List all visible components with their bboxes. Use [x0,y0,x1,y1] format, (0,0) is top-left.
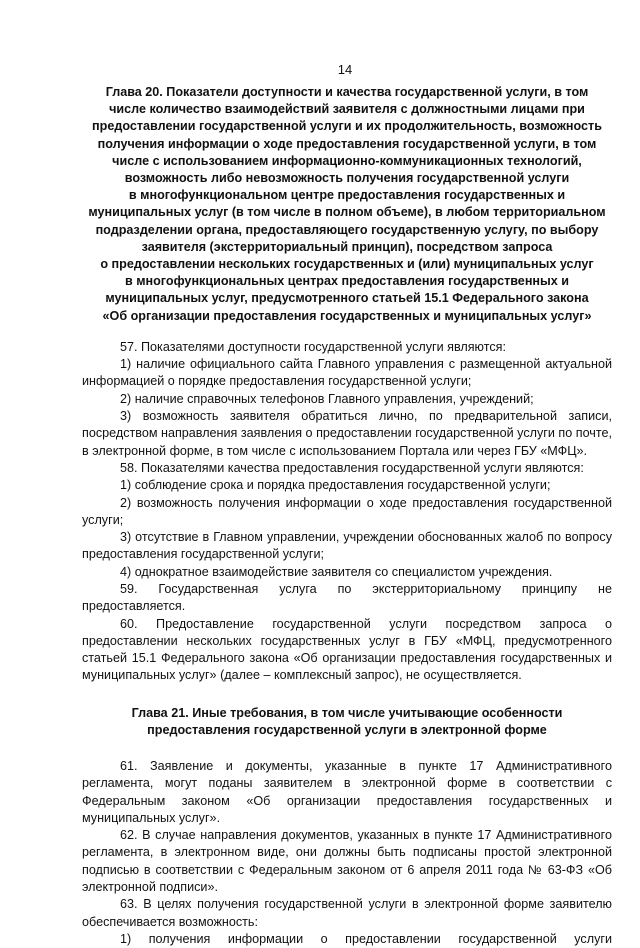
list-item: 1) получения информации о предоставлении государственной услуги [120,931,612,946]
heading-line: муниципальных услуг (в том числе в полном объеме), в любом территориальном [88,205,606,220]
heading-line: муниципальных услуг, предусмотренного статьей 15.1 Федерального закона [105,291,589,306]
heading-line: заявителя (экстерриториальный принцип), посредством запроса [141,239,553,254]
heading-line: числе количество взаимодействий заявителя с должностными лицами при [109,102,585,117]
heading-line: «Об организации предоставления государственных и муниципальных услуг» [102,308,592,323]
heading-line: о предоставлении нескольких государственных и (или) муниципальных услуг [100,257,594,272]
chapter-21-body [82,758,612,948]
paragraph-61: 61. Заявление и документы, указанные в пункте 17 Административного регламента, могут поданы заявителем в электронной форме в соответствии с Федеральным законом «Об организации предоставления государственных и муниципальных услуг». [82,758,612,825]
heading-line: подразделении органа, предоставляющего государственную услугу, по выбору [95,222,599,237]
list-item: 2) возможность получения информации о ходе предоставления государственной услуги; [82,495,612,527]
chapter-20-heading [82,84,612,325]
chapter-21-heading [82,705,612,740]
heading-line: предоставления государственной услуги в электронной форме [147,723,547,738]
page-number: 14 [337,62,353,77]
heading-line: в многофункциональных центрах предоставления государственных и [124,274,570,289]
heading-line: числе с использованием информационно-коммуникационных технологий, [112,153,582,168]
list-item: 4) однократное взаимодействие заявителя со специалистом учреждения. [120,564,553,579]
paragraph-58: 58. Показателями качества предоставления государственной услуги являются: [120,460,584,475]
heading-line: Глава 21. Иные требования, в том числе учитывающие особенности [131,705,563,720]
list-item: 1) соблюдение срока и порядка предоставления государственной услуги; [120,478,551,493]
list-item: 2) наличие справочных телефонов Главного управления, учреждений; [120,391,534,406]
heading-line: в многофункциональном центре предоставления государственных и [128,188,566,203]
chapter-20-body [82,339,612,685]
list-item: 3) отсутствие в Главном управлении, учреждении обоснованных жалоб по вопросу предоставления государственной услуги; [82,530,612,562]
paragraph-63: 63. В целях получения государственной услуги в электронной форме заявителю обеспечивается возможность: [82,897,612,929]
list-item: 3) возможность заявителя обратиться лично, по предварительной записи, посредством направления заявления о предоставлении государственной услуги по почте, в электронной форме, в том числе с использованием Портала или через ГБУ «МФЦ». [82,409,612,458]
heading-line: возможность либо невозможность получения государственной услуги [124,171,570,186]
list-item: 1) наличие официального сайта Главного управления с размещенной актуальной информацией о порядке предоставления государственной услуги; [82,357,612,389]
heading-line: получения информации о ходе предоставления государственной услуги, в том [97,136,597,151]
paragraph-62: 62. В случае направления документов, указанных в пункте 17 Административного регламента, в электронном виде, они должны быть подписаны простой электронной подписью в соответствии с Федеральным законом от 6 апреля 2011 года № 63-ФЗ «Об электронной подписи». [82,828,612,895]
paragraph-60: 60. Предоставление государственной услуги посредством запроса о предоставлении нескольких государственных услуг в ГБУ «МФЦ, предусмотренного статьей 15.1 Федерального закона «Об организации предоставления государственных и муниципальных услуг» (далее – комплексный запрос), не осуществляется. [82,616,612,683]
heading-line: предоставлении государственной услуги и их продолжительность, возможность [92,119,602,134]
heading-line: Глава 20. Показатели доступности и качества государственной услуги, в том [105,85,589,99]
paragraph-59: 59. Государственная услуга по экстерриториальному принципу не предоставляется. [82,582,612,614]
paragraph-57: 57. Показателями доступности государственной услуги являются: [120,339,506,354]
